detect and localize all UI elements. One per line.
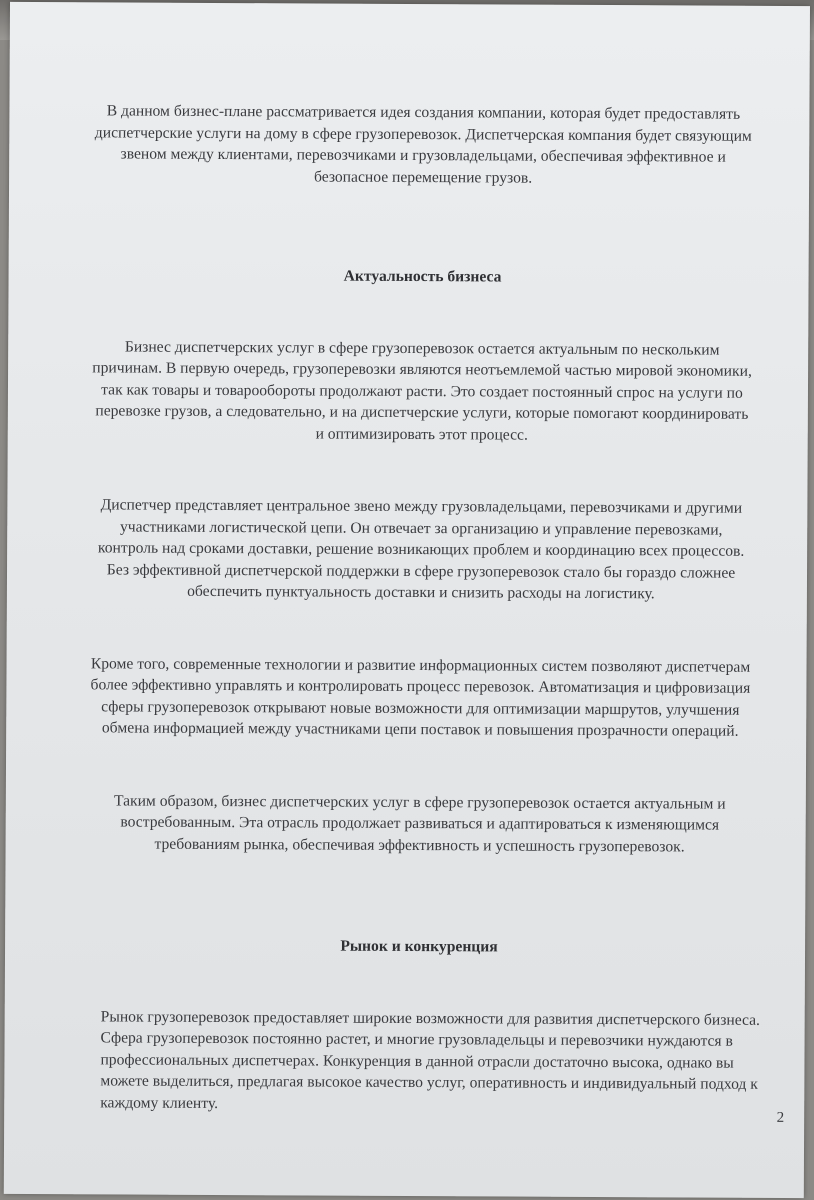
page-number: 2 xyxy=(776,1109,785,1126)
paragraph: Кроме того, современные технологии и развитие информационных систем позволяют диспетчерам более эффективно управлять и контролировать процесс перевозок. Автоматизация и цифровизация сферы грузоперевозок открывают новые возможности для оптимизации маршрутов, улучшения обмена информацией между участниками цепи поставок и повышения прозрачности операций. xyxy=(90,654,751,740)
section-heading-market: Рынок и конкуренция xyxy=(340,937,498,956)
section-heading-relevance: Актуальность бизнеса xyxy=(343,267,502,286)
document-page xyxy=(4,2,810,1198)
paragraph: Бизнес диспетчерских услуг в сфере грузоперевозок остается актуальным по нескольким причинам. В первую очередь, грузоперевозки являются неотъемлемой частью мировой экономики, так как товары и товарообороты продолжают расти. Это создает постоянный спрос на услуги по перевозке грузов, а следовательно, и на диспетчерские услуги, которые помогают координировать и оптимизировать этот процесс. xyxy=(92,338,752,444)
intro-paragraph: В данном бизнес-плане рассматривается идея создания компании, которая будет предоставлять диспетчерские услуги на дому в сфере грузоперевозок. Диспетчерская компания будет связующим звеном между клиентами, перевозчиками и грузовладельцами, обеспечивая эффективное и безопасное перемещение грузов. xyxy=(94,102,752,187)
paragraph: Таким образом, бизнес диспетчерских услуг в сфере грузоперевозок остается актуальным и востребованным. Эта отрасль продолжает развиваться и адаптироваться к изменяющимся требованиям рынка, обеспечивая эффективность и успешность грузоперевозок. xyxy=(113,791,726,855)
paragraph: Диспетчер представляет центральное звено между грузовладельцами, перевозчиками и другими участниками логистической цепи. Он отвечает за организацию и управление перевозками, контроль над сроками доставки, решение возникающих проблем и координацию всех процессов. Без эффективной диспетчерской поддержки в сфере грузоперевозок стало бы гораздо сложнее обеспечить пунктуальность доставки и снизить расходы на логистику. xyxy=(97,496,745,603)
document-body xyxy=(89,100,761,1112)
paragraph: Рынок грузоперевозок предоставляет широкие возможности для развития диспетчерского бизнеса. Сфера грузоперевозок постоянно растет, и многие грузовладельцы и перевозчики нуждаются в профессиональных диспетчерах. Конкуренция в данной отрасли достаточно высока, однако вы можете выделиться, предлагая высокое качество услуг, оперативность и индивидуальный подход к каждому клиенту. xyxy=(100,1007,761,1112)
